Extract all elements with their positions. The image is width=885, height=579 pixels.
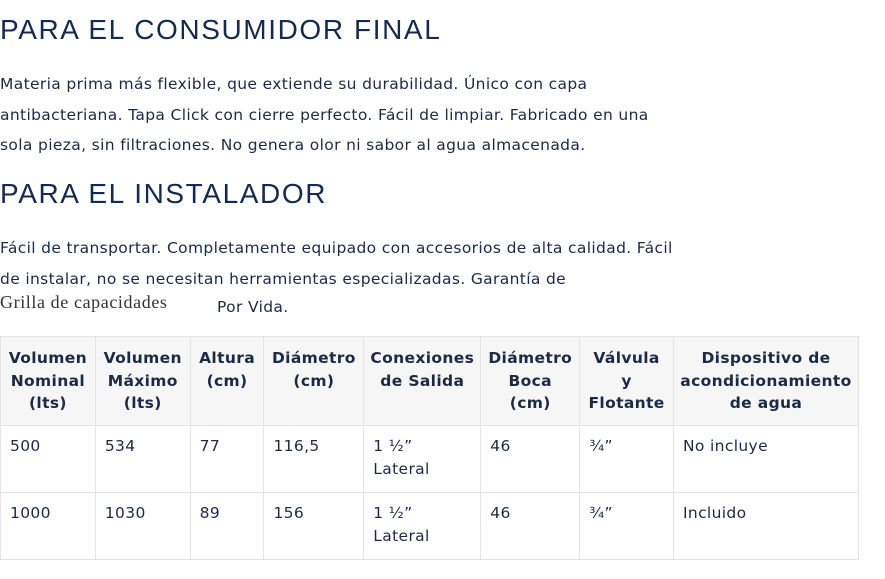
capacity-grid-heading: Grilla de capacidades [0,292,168,312]
cell-valvula-flotante: ¾” [580,493,674,560]
header-valvula-flotante: Válvula y Flotante [580,337,674,426]
cell-conexiones-salida: 1 ½” Lateral [364,493,481,560]
installer-description: Fácil de transportar. Completamente equipado con accesorios de alta calidad. Fácil de instalar, no se necesitan herramientas especializadas. Garantía de [0,239,673,288]
header-altura: Altura (cm) [190,337,264,426]
header-diametro: Diámetro (cm) [264,337,364,426]
cell-diametro: 156 [264,493,364,560]
cell-volumen-nominal: 1000 [1,493,96,560]
table-row [1,426,859,493]
consumer-section-title: PARA EL CONSUMIDOR FINAL [0,14,442,45]
cell-conexiones-salida: 1 ½” Lateral [364,426,481,493]
cell-diametro: 116,5 [264,426,364,493]
cell-altura: 89 [190,493,264,560]
header-volumen-nominal: Volumen Nominal (lts) [1,337,96,426]
installer-description-tail: Por Vida. [217,298,289,316]
header-dispositivo-acondicionamiento: Dispositivo de acondicionamiento de agua [673,337,858,426]
header-diametro-boca: Diámetro Boca (cm) [481,337,580,426]
consumer-description: Materia prima más flexible, que extiende su durabilidad. Único con capa antibacteriana. Tapa Click con cierre perfecto. Fácil de limpiar. Fabricado en una sola pieza, sin filtraciones. No genera olor ni sabor al agua almacenada. [0,75,649,154]
cell-volumen-maximo: 534 [95,426,190,493]
cell-dispositivo-acondicionamiento: Incluido [673,493,858,560]
table-row [1,493,859,560]
cell-diametro-boca: 46 [481,493,580,560]
cell-diametro-boca: 46 [481,426,580,493]
cell-volumen-nominal: 500 [1,426,96,493]
cell-volumen-maximo: 1030 [95,493,190,560]
cell-dispositivo-acondicionamiento: No incluye [673,426,858,493]
cell-altura: 77 [190,426,264,493]
capacity-table [0,336,859,560]
header-conexiones-salida: Conexiones de Salida [364,337,481,426]
table-header-row [1,337,859,426]
installer-section-title: PARA EL INSTALADOR [0,178,328,209]
header-volumen-maximo: Volumen Máximo (lts) [95,337,190,426]
cell-valvula-flotante: ¾” [580,426,674,493]
